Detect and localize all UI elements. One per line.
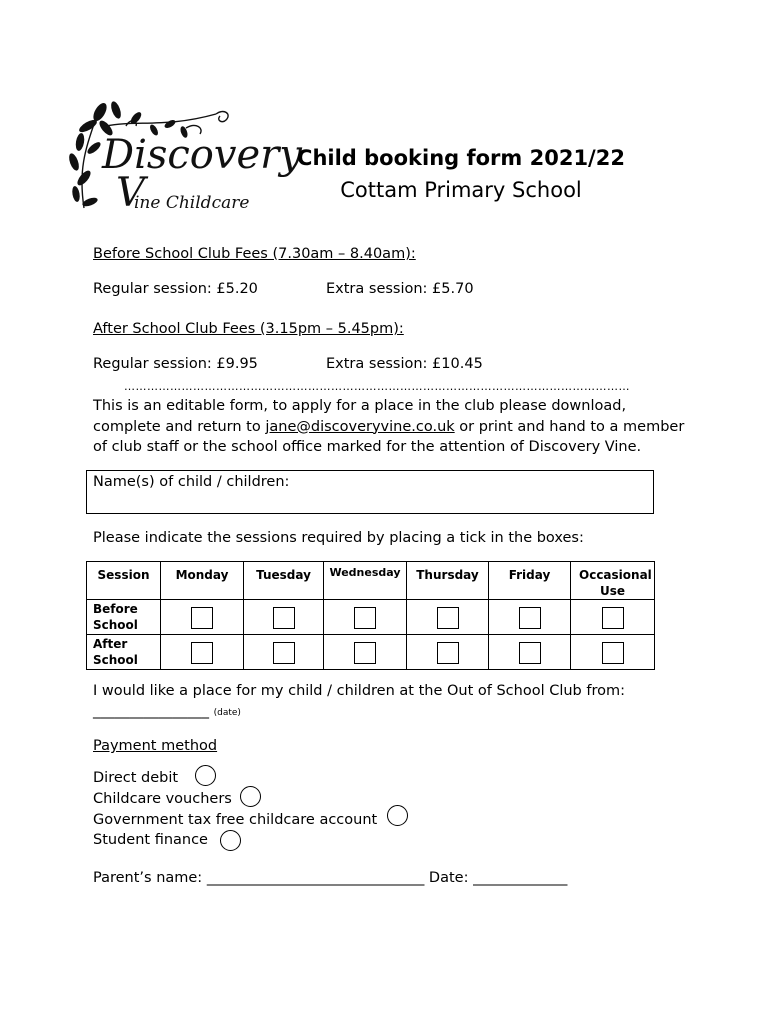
- before-school-friday-checkbox[interactable]: [519, 607, 541, 629]
- sessions-instruction: Please indicate the sessions required by placing a tick in the boxes:: [93, 530, 584, 546]
- payment-option-direct-debit-label: Direct debit: [93, 770, 179, 786]
- student-finance-radio[interactable]: [220, 830, 241, 851]
- before-school-monday-checkbox[interactable]: [191, 607, 213, 629]
- email-link[interactable]: jane@discoveryvine.co.uk: [265, 418, 455, 435]
- signature-line: [93, 870, 567, 886]
- after-extra-fee: Extra session: £10.45: [326, 356, 483, 372]
- logo-initial-d: Discovery: [102, 132, 302, 178]
- after-school-friday-checkbox[interactable]: [519, 642, 541, 664]
- parent-name-label: Parent’s name:: [93, 870, 203, 886]
- svg-text:ine Childcare: ine Childcare: [134, 193, 250, 213]
- form-title: Child booking form 2021/22: [297, 146, 625, 170]
- start-date-hint: (date): [213, 708, 241, 718]
- sessions-table: [86, 561, 655, 670]
- svg-text:V: V: [116, 170, 145, 216]
- row-label-after-school: After School: [87, 635, 161, 670]
- sessions-header-row: [87, 562, 655, 600]
- start-date-line: [93, 703, 241, 719]
- after-school-monday-checkbox[interactable]: [191, 642, 213, 664]
- after-school-wednesday-checkbox[interactable]: [354, 642, 376, 664]
- row-label-before-school: Before School: [87, 600, 161, 635]
- before-school-tuesday-checkbox[interactable]: [273, 607, 295, 629]
- payment-option-childcare-vouchers-label: Childcare vouchers: [93, 791, 232, 807]
- intro-text-2: or print and hand to a member of club staff or the school office marked for the attention of Discovery Vine.: [93, 418, 685, 455]
- header-friday: Friday: [489, 562, 571, 600]
- before-extra-fee: Extra session: £5.70: [326, 281, 474, 297]
- start-date-blank[interactable]: ________________: [93, 703, 209, 719]
- after-school-fees-heading: After School Club Fees (3.15pm – 5.45pm):: [93, 321, 404, 337]
- discovery-vine-logo: [66, 98, 302, 224]
- children-name-field[interactable]: [86, 470, 654, 514]
- before-school-occasional-checkbox[interactable]: [602, 607, 624, 629]
- before-school-fees-heading: Before School Club Fees (7.30am – 8.40am):: [93, 246, 416, 262]
- payment-heading: Payment method: [93, 738, 218, 754]
- header-thursday: Thursday: [407, 562, 489, 600]
- vine-leaves-icon: [66, 98, 302, 224]
- header-occasional-use: Occasional Use: [571, 562, 655, 600]
- intro-text-1: This is an editable form, to apply for a place in the club please download, complete and return to: [93, 398, 627, 435]
- childcare-vouchers-radio[interactable]: [240, 786, 261, 807]
- parent-name-field[interactable]: ______________________________: [206, 870, 425, 886]
- after-school-thursday-checkbox[interactable]: [437, 642, 459, 664]
- intro-paragraph: [93, 396, 693, 458]
- start-date-text: I would like a place for my child / children at the Out of School Club from:: [93, 683, 626, 699]
- header-wednesday: Wednesday: [324, 562, 407, 600]
- payment-option-student-finance-label: Student finance: [93, 832, 208, 848]
- direct-debit-radio[interactable]: [195, 765, 216, 786]
- table-row-after-school: [87, 635, 655, 670]
- payment-option-tax-free-label: Government tax free childcare account: [93, 812, 378, 828]
- before-regular-fee: Regular session: £5.20: [93, 281, 258, 297]
- date-label: Date:: [428, 870, 469, 886]
- tax-free-account-radio[interactable]: [387, 805, 408, 826]
- date-field[interactable]: _____________: [473, 870, 568, 886]
- dotted-divider: ……………………………………………………………………………………………………………………: [124, 380, 630, 393]
- header-session: Session: [87, 562, 161, 600]
- children-name-label: Name(s) of child / children:: [93, 474, 290, 490]
- header-monday: Monday: [161, 562, 244, 600]
- before-school-wednesday-checkbox[interactable]: [354, 607, 376, 629]
- school-name: Cottam Primary School: [340, 178, 582, 202]
- after-regular-fee: Regular session: £9.95: [93, 356, 258, 372]
- before-school-thursday-checkbox[interactable]: [437, 607, 459, 629]
- after-school-tuesday-checkbox[interactable]: [273, 642, 295, 664]
- table-row-before-school: [87, 600, 655, 635]
- header-tuesday: Tuesday: [244, 562, 324, 600]
- after-school-occasional-checkbox[interactable]: [602, 642, 624, 664]
